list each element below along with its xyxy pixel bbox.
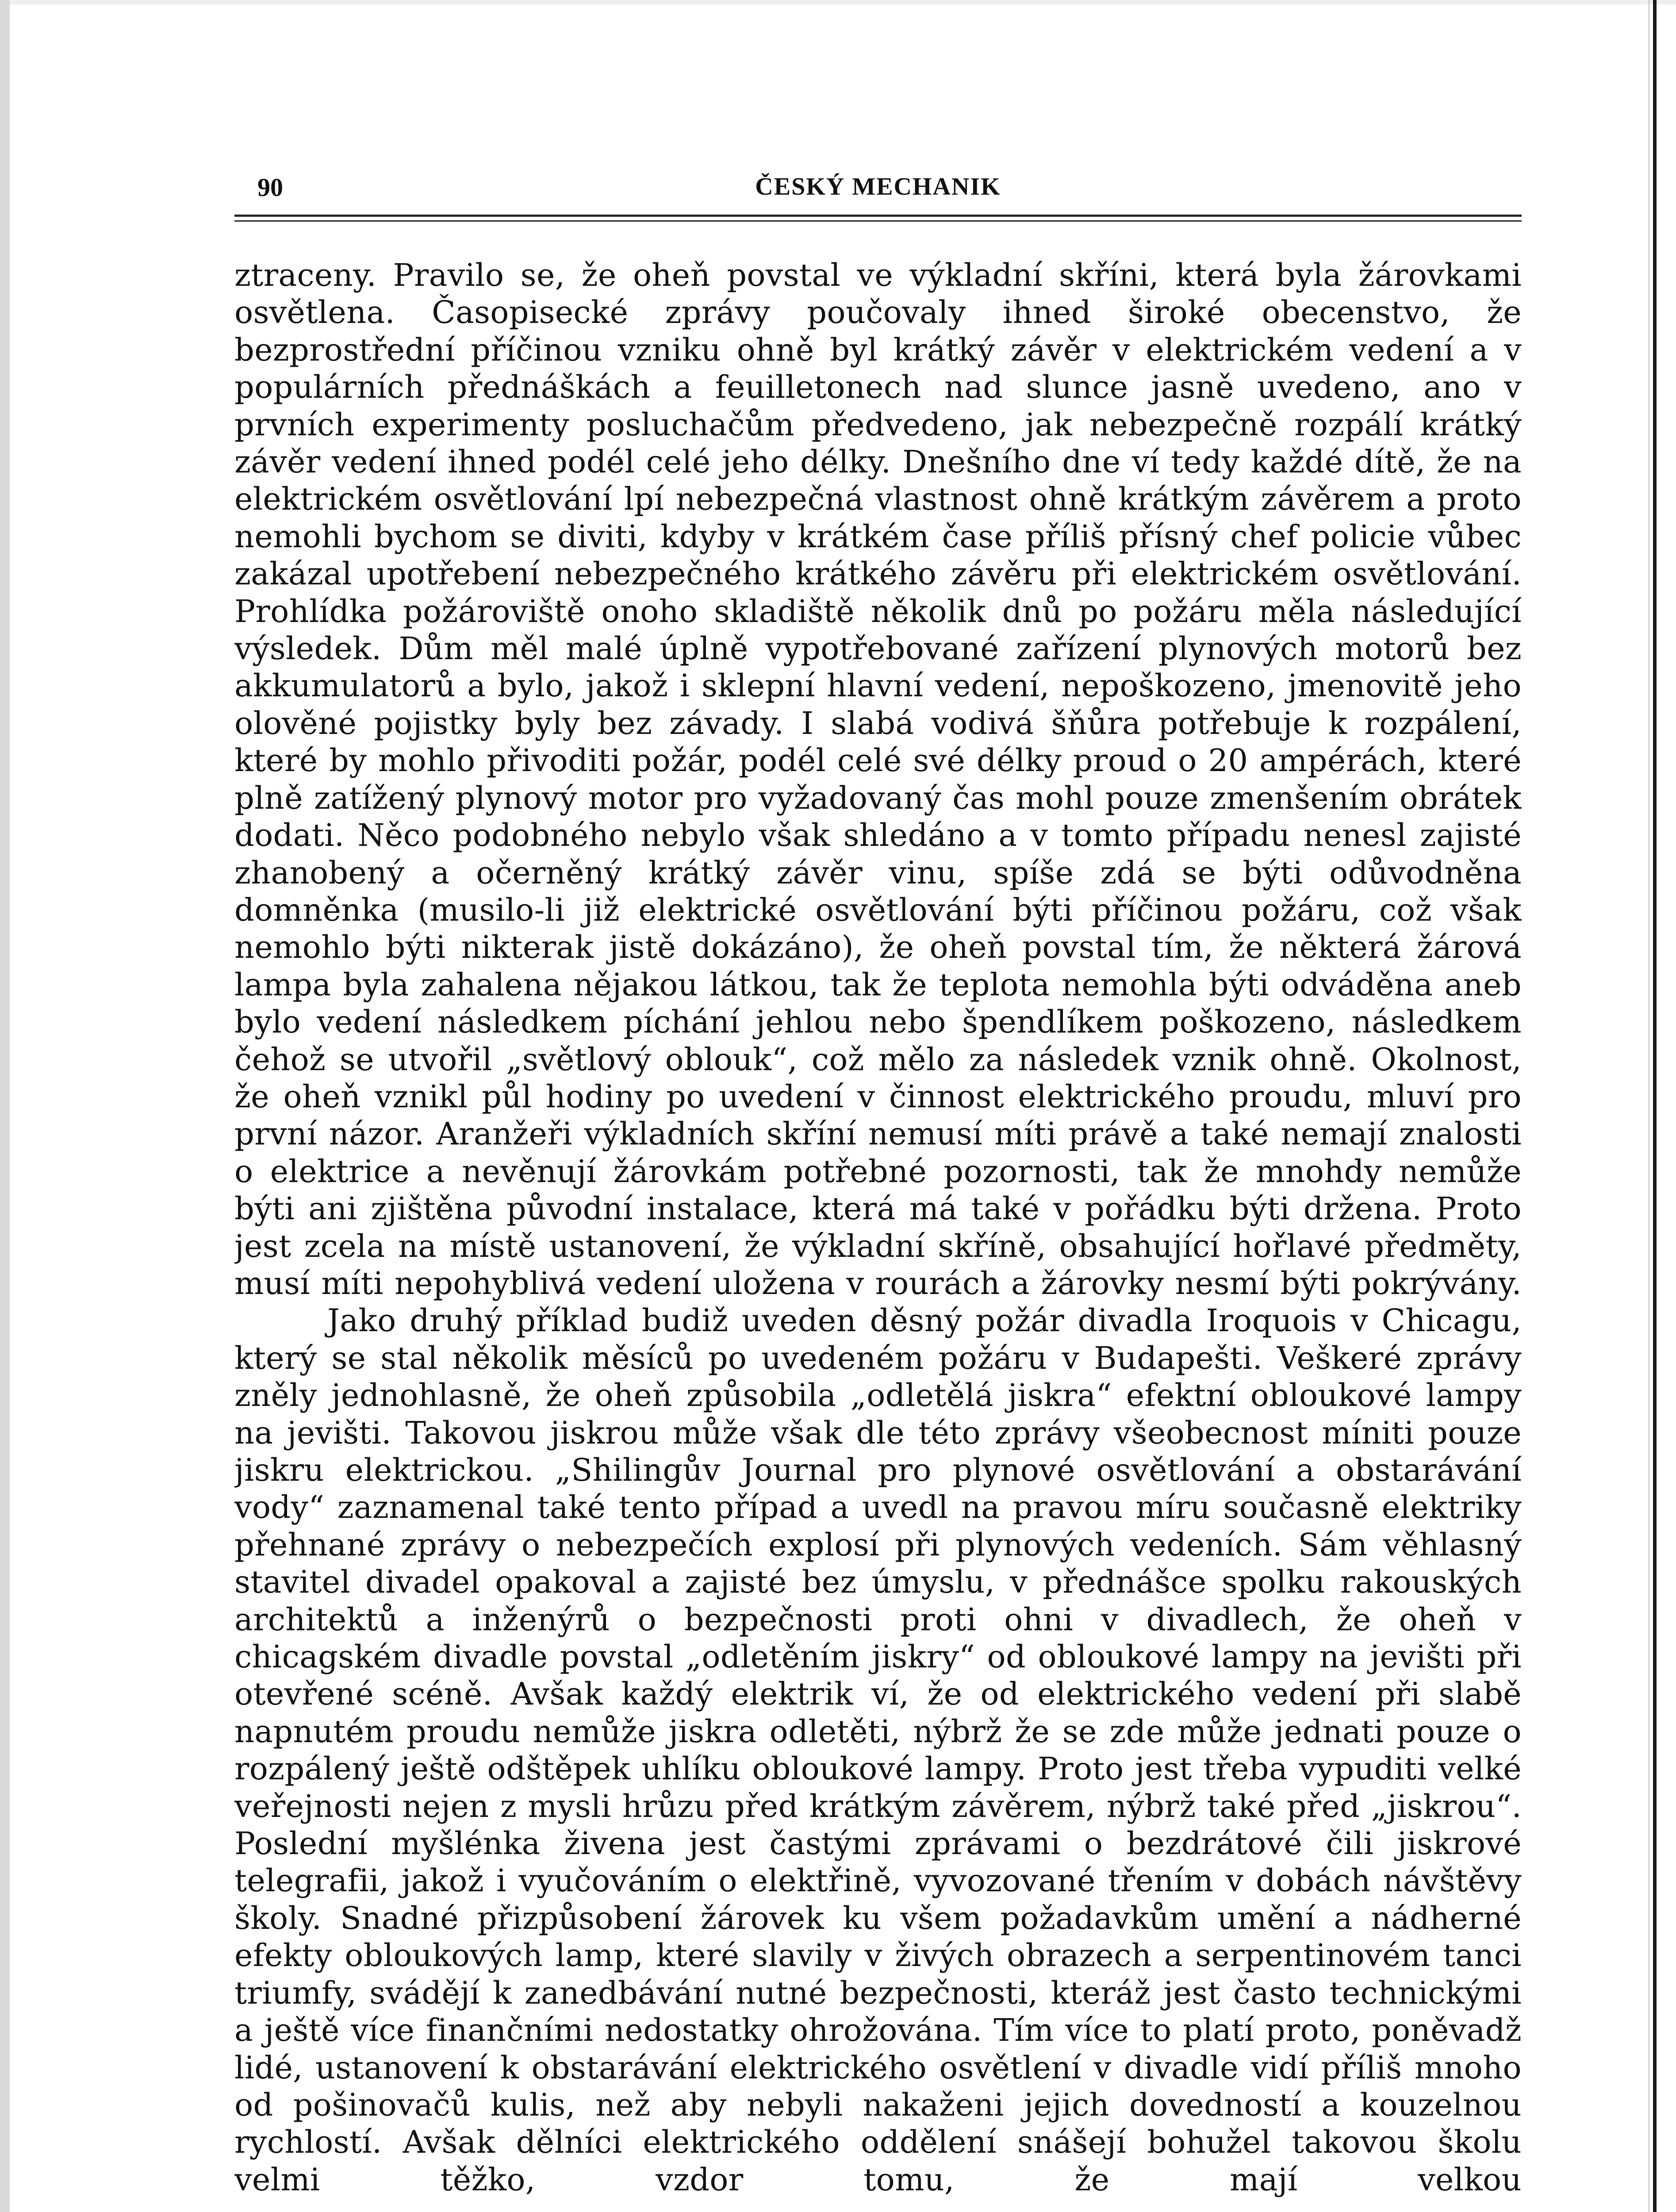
header-rule-double: [234, 220, 1522, 222]
paragraph-1: ztraceny. Pravilo se, že oheň povstal ve výkladní skříni, která byla žárovkami osvětlena. Časopisecké zprávy poučovaly ihned široké obecenstvo, že bezprostřední příčinou vzniku ohně byl krátký závěr v elektrickém vedení a v populárních přednáškách a feuilletonech nad slunce jasně uvedeno, ano v prvních experimenty posluchačům předvedeno, jak nebezpečně rozpálí krátký závěr vedení ihned podél celé jeho délky. Dnešního dne ví tedy každé dítě, že na elektrickém osvětlování lpí nebezpečná vlastnost ohně krátkým závěrem a proto nemohli bychom se diviti, kdyby v krátkém čase příliš přísný chef policie vůbec zakázal upotřebení nebezpečného krátkého závěru při elektrickém osvětlování. Prohlídka požároviště onoho skladiště několik dnů po požáru měla následující výsledek. Dům měl malé úplně vypotřebované zařízení plynových motorů bez akkumulatorů a bylo, jakož i sklepní hlavní vedení, nepoškozeno, jmenovitě jeho olověné pojistky byly bez závady. I slabá vodivá šňůra potřebuje k rozpálení, které by mohlo přivoditi požár, podél celé své délky proud o 20 ampérách, které plně zatížený plynový motor pro vyžadovaný čas mohl pouze zmenšením obrátek dodati. Něco podobného nebylo však shledáno a v tomto případu nenesl zajisté zhanobený a očerněný krátký závěr vinu, spíše zdá se býti odůvodněna domněnka (musilo-li již elektrické osvětlování býti příčinou požáru, což však nemohlo býti nikterak jistě dokázáno), že oheň povstal tím, že některá žárová lampa byla zahalena nějakou látkou, tak že teplota nemohla býti odváděna aneb bylo vedení následkem píchání jehlou nebo špendlíkem poškozeno, následkem čehož se utvořil „světlový oblouk“, což mělo za následek vznik ohně. Okolnost, že oheň vznikl půl hodiny po uvedení v činnost elektrického proudu, mluví pro první názor. Aranžeři výkladních skříní nemusí míti právě a také nemají znalosti o elektrice a nevěnují žárovkám potřebné pozornosti, tak že mnohdy nemůže býti ani zjištěna původní instalace, která má také v pořádku býti držena. Proto jest zcela na místě ustanovení, že výkladní skříně, obsahující hořlavé předměty, musí míti nepohyblivá vedení uložena v rourách a žárovky nesmí býti pokrývány.: [234, 257, 1522, 1302]
scan-margin-left: [0, 0, 10, 2212]
header-rule: [234, 215, 1522, 217]
scan-border-right: [1653, 0, 1657, 2212]
body-text: [234, 257, 1522, 2212]
page-top-edge: [0, 0, 1676, 4]
running-head: ČESKÝ MECHANIK: [755, 173, 1001, 200]
paragraph-2: Jako druhý příklad budiž uveden děsný požár divadla Iroquois v Chicagu, který se stal několik měsíců po uvedeném požáru v Budapešti. Veškeré zprávy zněly jednohlasně, že oheň způsobila „odletělá jiskra“ efektní obloukové lampy na jevišti. Takovou jiskrou může však dle této zprávy všeobecnost míniti pouze jiskru elektrickou. „Shilingův Journal pro plynové osvětlování a obstarávání vody“ zaznamenal také tento případ a uvedl na pravou míru současně elektriky přehnané zprávy o nebezpečích explosí při plynových vedeních. Sám věhlasný stavitel divadel opakoval a zajisté bez úmyslu, v přednášce spolku rakouských architektů a inženýrů o bezpečnosti proti ohni v divadlech, že oheň v chicagském divadle povstal „odletěním jiskry“ od obloukové lampy na jevišti při otevřené scéně. Avšak každý elektrik ví, že od elektrického vedení při slabě napnutém proudu nemůže jiskra odletěti, nýbrž že se zde může jednati pouze o rozpálený ještě odštěpek uhlíku obloukové lampy. Proto jest třeba vypuditi velké veřejnosti nejen z mysli hrůzu před krátkým závěrem, nýbrž také před „jiskrou“. Poslední myšlénka živena jest častými zprávami o bezdrátové čili jiskrové telegrafii, jakož i vyučováním o elektřině, vyvozované třením v dobách návštěvy školy. Snadné přizpůsobení žárovek ku všem požadavkům umění a nádherné efekty obloukových lamp, které slavily v živých obrazech a serpentinovém tanci triumfy, svádějí k zanedbávání nutné bezpečnosti, kteráž jest často technickými a ještě více finančními nedostatky ohrožována. Tím více to platí proto, poněvadž lidé, ustanovení k obstarávání elektrického osvětlení v divadle vidí příliš mnoho od pošinovačů kulis, než aby nebyli nakaženi jejich dovedností a kouzelnou rychlostí. Avšak dělníci elektrického oddělení snášejí bohužel takovou školu velmi těžko, vzdor tomu, že mají velkou: [234, 1302, 1522, 2198]
page-header: [234, 173, 1522, 208]
page-number: 90: [257, 173, 283, 202]
